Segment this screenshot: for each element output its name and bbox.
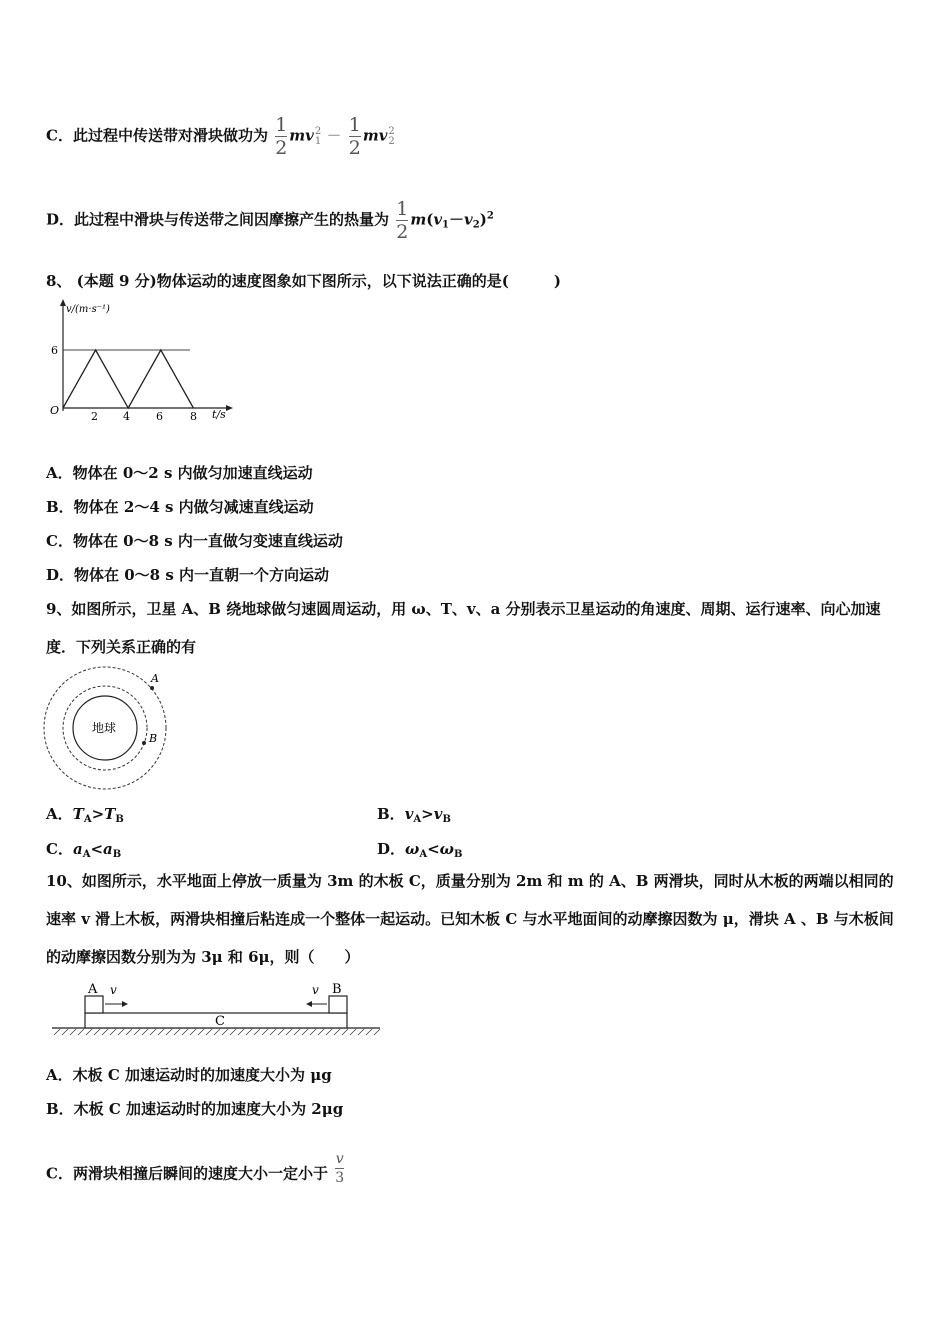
q7-option-c: C．此过程中传送带对滑块做功为 $\frac{1}{2}$ mv 2 1 － $\frac{1}{2}$ mv 2 2 bbox=[46, 114, 395, 159]
q8-option-c: C．物体在 0～8 s 内一直做匀变速直线运动 bbox=[46, 532, 343, 550]
block-b-label: B bbox=[332, 982, 342, 997]
q7-option-d: D．此过程中滑块与传送带之间因摩擦产生的热量为 $\frac{1}{2}$ $m(v_1-v_2)^2$ bbox=[46, 198, 494, 243]
block-a-label: A bbox=[88, 982, 98, 997]
velocity-time-graph bbox=[46, 296, 236, 426]
x-axis-arrow bbox=[226, 405, 233, 411]
q8-option-d: D．物体在 0～8 s 内一直朝一个方向运动 bbox=[46, 566, 329, 584]
fraction: $\frac{1}{2}$ bbox=[275, 114, 288, 159]
q8-stem: 8、 (本题 9 分)物体运动的速度图象如下图所示，以下说法正确的是( ) bbox=[46, 272, 561, 290]
q9-option-b: B．$v_A>v_B$ bbox=[377, 805, 451, 825]
fraction: $\frac{1}{2}$ bbox=[396, 198, 409, 243]
block-a bbox=[85, 996, 103, 1013]
satellite-a bbox=[150, 686, 154, 690]
series-line bbox=[63, 350, 193, 408]
board-c-label: C bbox=[215, 1014, 225, 1029]
q10-option-c: C．两滑块相撞后瞬间的速度大小一定小于 $\frac{v}{3}$ bbox=[46, 1151, 345, 1186]
block-b bbox=[329, 996, 347, 1013]
y-axis-label: v/(m·s⁻¹) bbox=[66, 304, 110, 315]
q9-option-d: D．$\omega_A<\omega_B$ bbox=[377, 840, 463, 860]
velocity-arrowhead-a bbox=[122, 1001, 128, 1007]
board-blocks-figure bbox=[50, 978, 385, 1038]
q10-option-b: B．木板 C 加速运动时的加速度大小为 2μg bbox=[46, 1100, 344, 1118]
x-tick-8: 8 bbox=[190, 410, 197, 423]
fraction: $\frac{1}{2}$ bbox=[348, 114, 361, 159]
satellite-a-label: A bbox=[151, 672, 159, 685]
q10-option-a: A．木板 C 加速运动时的加速度大小为 μg bbox=[46, 1066, 332, 1084]
satellite-b-label: B bbox=[149, 732, 158, 745]
q9-option-a: A．$T_A>T_B$ bbox=[46, 805, 124, 825]
q9-stem: 9、如图所示，卫星 A、B 绕地球做匀速圆周运动，用 ω、T、v、a 分别表示卫星运动的角速度、周期、运行速率、向心加速度．下列关系正确的有 bbox=[46, 600, 881, 656]
origin-label: O bbox=[50, 404, 60, 417]
q8-option-a: A．物体在 0～2 s 内做匀加速直线运动 bbox=[46, 464, 313, 482]
earth-label: 地球 bbox=[92, 721, 117, 735]
x-tick-6: 6 bbox=[156, 410, 163, 423]
velocity-arrowhead-b bbox=[306, 1001, 312, 1007]
satellite-b bbox=[142, 741, 146, 745]
velocity-a-label: v bbox=[110, 983, 117, 997]
q9-option-c: C．$a_A<a_B$ bbox=[46, 840, 122, 860]
ground-hatching bbox=[54, 1029, 380, 1035]
q10-stem: 10、如图所示，水平地面上停放一质量为 3m 的木板 C，质量分别为 2m 和 m 的 A、B 两滑块，同时从木板的两端以相同的速率 v 滑上木板，两滑块相撞后粘连成一个整体一起运动。已知木板 C 与水平地面间的动摩擦因数为 μ，滑块 A 、B 与木板间的动摩擦因数分别为为 3μ 和 6μ，则（ ） bbox=[46, 872, 894, 966]
q8-option-b: B．物体在 2～4 s 内做匀减速直线运动 bbox=[46, 498, 314, 516]
y-tick-6: 6 bbox=[51, 344, 58, 357]
velocity-b-label: v bbox=[312, 983, 319, 997]
x-axis-label: t/s bbox=[212, 408, 226, 421]
x-tick-2: 2 bbox=[91, 410, 98, 423]
x-tick-4: 4 bbox=[123, 410, 130, 423]
satellite-orbit-figure bbox=[40, 666, 175, 792]
fraction: $\frac{v}{3}$ bbox=[335, 1151, 345, 1186]
